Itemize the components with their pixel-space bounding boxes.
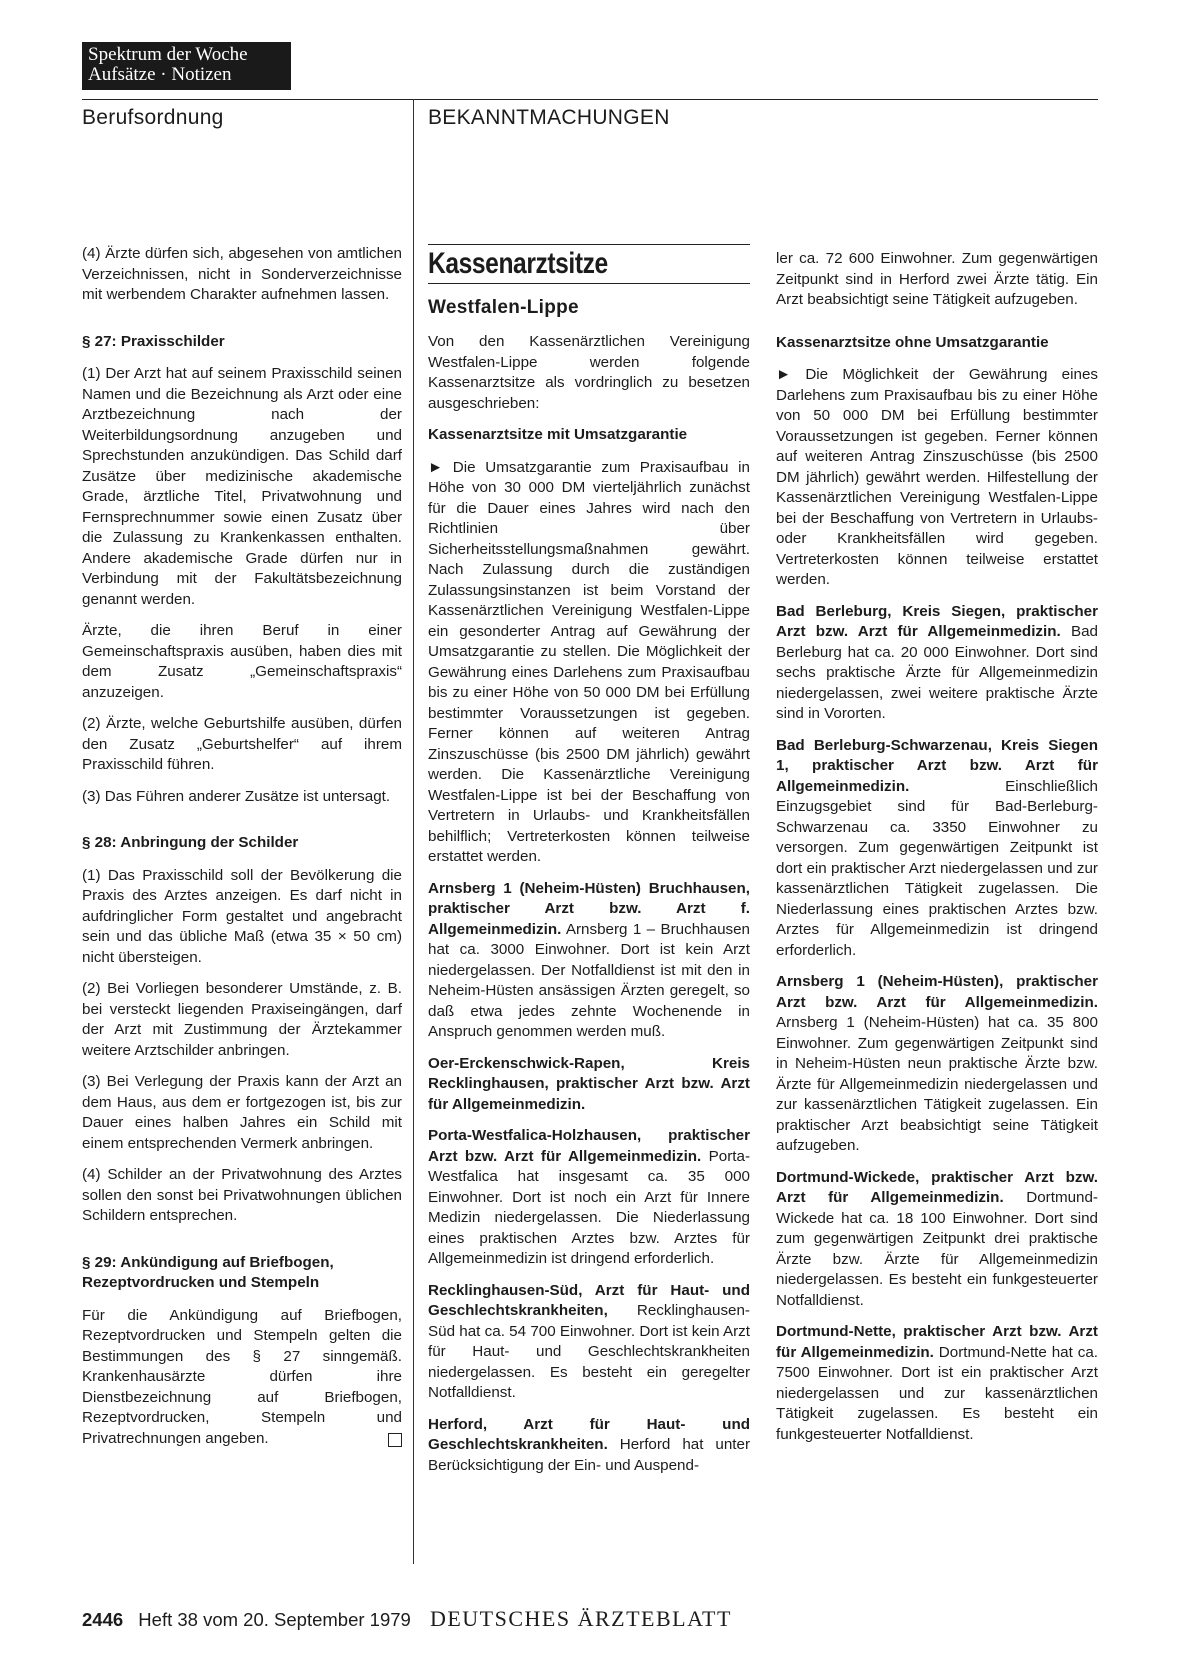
- listing-text: Arnsberg 1 – Bruchhausen hat ca. 3000 Einwohner. Dort ist kein Arzt niedergelassen. Der Notfalldienst ist mit den in Neheim-Hüsten ansässigen Ärzten geregelt, so daß etwa jedes zehnte Wochenende in Anspruch genommen werden muß.: [428, 920, 750, 1040]
- listing-entry: [428, 879, 750, 1043]
- paragraph: (4) Ärzte dürfen sich, abgesehen von amtlichen Verzeichnissen, nicht in Sonderverzeichnisse mit werbendem Charakter aufnehmen lassen.: [82, 245, 402, 303]
- listing-title: Arnsberg 1 (Neheim-Hüsten), praktischer Arzt bzw. Arzt für Allgemeinmedizin.: [776, 973, 1098, 1011]
- paragraph: ► Die Möglichkeit der Gewährung eines Darlehens zum Praxisaufbau bis zu einer Höhe von 50 000 DM bei Erfüllung bestimmter Voraussetzungen ist gegeben. Ferner können auf weiteren Antrag Zinszuschüsse (bis 2500 DM jährlich) gewährt werden. Hilfestellung der Kassenärztlichen Vereinigung Westfalen-Lippe bei der Beschaffung von Vertretern in Urlaubs- oder Krankheitsfällen wird gegeben. Vertreterkosten können teilweise erstattet werden.: [776, 366, 1098, 588]
- listing-text: Bad Berleburg hat ca. 20 000 Einwohner. Dort sind sechs praktische Ärzte für Allgemeinmedizin niedergelassen, zwei weitere praktische Ärzte sind in Vororten.: [776, 623, 1098, 722]
- listing-entry: [428, 1281, 750, 1404]
- listing-title: Dortmund-Nette, praktischer Arzt bzw. Arzt für Allgemeinmedizin.: [776, 1323, 1098, 1361]
- section-heading-28: § 28: Anbringung der Schilder: [82, 834, 299, 851]
- page-number: 2446: [82, 1609, 124, 1630]
- badge-line-1: Spektrum der Woche: [88, 44, 248, 65]
- section-heading-29: § 29: Ankündigung auf Briefbogen, Rezeptvordrucken und Stempeln: [82, 1253, 334, 1291]
- listing-title: Recklinghausen-Süd, Arzt für Haut- und Geschlechtskrankheiten,: [428, 1281, 750, 1319]
- end-mark-icon: [388, 1433, 402, 1447]
- journal-name: DEUTSCHES ÄRZTEBLATT: [429, 1606, 732, 1631]
- listing-text: Herford hat unter Berücksichtigung der Ein- und Auspend-: [428, 1436, 750, 1474]
- listing-text: Dortmund-Nette hat ca. 7500 Einwohner. Dort ist ein praktischer Arzt niedergelassen und zur kassenärztlichen Tätigkeit zugelassen. Es besteht ein funkgesteuerter Notfalldienst.: [776, 1343, 1098, 1443]
- left-column: [82, 244, 402, 1460]
- page-footer: [82, 1606, 732, 1632]
- paragraph: (3) Bei Verlegung der Praxis kann der Arzt an dem Haus, aus dem er fortgezogen ist, bis zur Dauer eines halben Jahres ein Schild mit einem entsprechenden Vermerk anbringen.: [82, 1073, 402, 1152]
- paragraph: ► Die Umsatzgarantie zum Praxisaufbau in Höhe von 30 000 DM vierteljährlich zunächst für die Dauer eines Jahres wird nach den Richtlinien über Sicherheitsstellungsmaßnahmen gewährt. Nach Zulassung durch die zuständigen Zulassungsinstanzen ist beim Vorstand der Kassenärztlichen Vereinigung Westfalen-Lippe ein gesonderter Antrag auf Gewährung der Umsatzgarantie zu stellen. Die Möglichkeit der Gewährung eines Darlehens zum Praxisaufbau bis zu einer Höhe von 50 000 DM bei Erfüllung bestimmter Voraussetzungen ist gegeben. Ferner können auf weiteren Antrag Zinszuschüsse (bis 2500 DM jährlich) gewährt werden. Die Kassenärztliche Vereinigung Westfalen-Lippe ist bei der Beschaffung von Vertretern in Urlaubs- und Krankheitsfällen behilflich; Vertreterkosten können teilweise erstattet werden.: [428, 458, 750, 865]
- listing-text: Recklinghausen-Süd hat ca. 54 700 Einwohner. Dort ist kein Arzt für Haut- und Geschlechtskrankheiten niedergelassen. Es besteht ein geregelter Notfalldienst.: [428, 1302, 750, 1401]
- listing-entry: [428, 1126, 750, 1270]
- subheading-mit-umsatzgarantie: Kassenarztsitze mit Umsatzgarantie: [428, 426, 688, 443]
- paragraph: Ärzte, die ihren Beruf in einer Gemeinschaftspraxis ausüben, haben dies mit dem Zusatz „Gemeinschaftspraxis“ anzuzeigen.: [82, 622, 402, 701]
- listing-title: Herford, Arzt für Haut- und Geschlechtskrankheiten.: [428, 1415, 750, 1453]
- listing-text: Porta-Westfalica hat insgesamt ca. 35 000 Einwohner. Dort ist noch ein Arzt für Innere Medizin niedergelassen. Die Niederlassung eines praktischen Arztes bzw. Arztes für Allgemeinmedizin ist dringend erforderlich.: [428, 1147, 750, 1267]
- paragraph: (2) Ärzte, welche Geburtshilfe ausüben, dürfen den Zusatz „Geburtshelfer“ auf ihrem Praxisschild führen.: [82, 715, 402, 773]
- section-heading-right: BEKANNTMACHUNGEN: [428, 106, 670, 129]
- paragraph: ler ca. 72 600 Einwohner. Zum gegenwärtigen Zeitpunkt sind in Herford zwei Ärzte tätig. Ein Arzt beabsichtigt seine Tätigkeit aufzugeben.: [776, 250, 1098, 308]
- listing-text: Einschließlich Einzugsgebiet sind für Bad-Berleburg-Schwarzenau ca. 3350 Einwohner zu versorgen. Zum gegenwärtigen Zeitpunkt ist dort ein praktischer Arzt niedergelassen und zur kassenärztlichen Tätigkeit zugelassen. Die Niederlassung eines praktischen Arztes bzw. Arztes für Allgemeinmedizin ist dringend erforderlich.: [776, 777, 1098, 959]
- top-rule: [82, 99, 1098, 100]
- listing-title: Dortmund-Wickede, praktischer Arzt bzw. Arzt für Allgemeinmedizin.: [776, 1168, 1098, 1206]
- paragraph-last: [82, 1306, 402, 1450]
- listing-entry: [776, 1322, 1098, 1445]
- listing-entry: [776, 972, 1098, 1157]
- middle-column: [428, 244, 750, 1487]
- issue-info: Heft 38 vom 20. September 1979: [138, 1609, 411, 1630]
- right-column: [776, 249, 1098, 1456]
- paragraph: (2) Bei Vorliegen besonderer Umstände, z. B. bei versteckt liegenden Praxiseingängen, darf der Arzt mit Zustimmung der Ärztekammer weitere Arztschilder anbringen.: [82, 980, 402, 1059]
- paragraph: (3) Das Führen anderer Zusätze ist untersagt.: [82, 787, 391, 805]
- region-heading: Westfalen-Lippe: [428, 296, 579, 318]
- listing-entry: [776, 736, 1098, 962]
- section-heading-27: § 27: Praxisschilder: [82, 332, 225, 350]
- paragraph: (1) Das Praxisschild soll der Bevölkerung die Praxis des Arztes anzeigen. Es darf nicht in aufdringlicher Form gestaltet und angebracht sein und das übliche Maß (etwa 35 × 50 cm) nicht übersteigen.: [82, 866, 402, 966]
- listing-text: Dortmund-Wickede hat ca. 18 100 Einwohner. Dort sind zum gegenwärtigen Zeitpunkt drei praktische Ärzte bzw. Ärzte für Allgemeinmedizin niedergelassen. Es besteht ein funkgesteuerter Notfalldienst.: [776, 1189, 1098, 1309]
- intro-paragraph: Von den Kassenärztlichen Vereinigung Westfalen-Lippe werden folgende Kassenarztsitze als vordringlich zu besetzen ausgeschrieben:: [428, 333, 750, 412]
- section-badge: [82, 42, 291, 90]
- paragraph: (1) Der Arzt hat auf seinem Praxisschild seinen Namen und die Bezeichnung als Arzt oder eine Arztbezeichnung nach der Weiterbildungsordnung anzugeben und Sprechstunden anzukündigen. Das Schild darf Zusätze über medizinische akademische Grade, ärztliche Titel, Privatwohnung und Fernsprechnummer sowie einen Zusatz über die Zulassung zu Krankenkassen enthalten. Andere akademische Grade dürfen nur in Verbindung mit der Fakultätsbezeichnung genannt werden.: [82, 365, 402, 608]
- listing-title: Oer-Erckenschwick-Rapen, Kreis Recklinghausen, praktischer Arzt bzw. Arzt für Allgemeinmedizin.: [428, 1054, 750, 1113]
- subheading-ohne-umsatzgarantie: Kassenarztsitze ohne Umsatzgarantie: [776, 333, 1049, 351]
- article-title: Kassenarztsitze: [428, 247, 608, 280]
- listing-entry: [428, 1415, 750, 1477]
- title-rules: [428, 244, 750, 284]
- listing-entry: [776, 602, 1098, 725]
- listing-title: Porta-Westfalica-Holzhausen, praktischer Arzt bzw. Arzt für Allgemeinmedizin.: [428, 1127, 750, 1165]
- paragraph-text: Für die Ankündigung auf Briefbogen, Rezeptvordrucken und Stempeln gelten die Bestimmungen des § 27 sinngemäß. Krankenhausärzte dürfen ihre Dienstbezeichnung auf Briefbogen, Rezeptvordrucken, Stempeln und Privatrechnungen angeben.: [82, 1306, 402, 1447]
- section-heading-left: Berufsordnung: [82, 106, 224, 129]
- listing-entry: [776, 1168, 1098, 1312]
- listing-entry: [428, 1054, 750, 1116]
- listing-title: Arnsberg 1 (Neheim-Hüsten) Bruchhausen, praktischer Arzt bzw. Arzt f. Allgemeinmedizin.: [428, 879, 750, 938]
- listing-title: Bad Berleburg, Kreis Siegen, praktischer Arzt bzw. Arzt für Allgemeinmedizin.: [776, 602, 1098, 640]
- listing-title: Bad Berleburg-Schwarzenau, Kreis Siegen 1, praktischer Arzt bzw. Arzt für Allgemeinmedizin.: [776, 736, 1098, 795]
- badge-line-2: Aufsätze · Notizen: [88, 64, 232, 85]
- paragraph: (4) Schilder an der Privatwohnung des Arztes sollen den sonst bei Privatwohnungen üblichen Schildern entsprechen.: [82, 1166, 402, 1224]
- column-divider: [413, 99, 414, 1564]
- listing-text: Arnsberg 1 (Neheim-Hüsten) hat ca. 35 800 Einwohner. Zum gegenwärtigen Zeitpunkt sind in Neheim-Hüsten neun praktische Ärzte bzw. Ärzte für Allgemeinmedizin niedergelassen und zur kassenärztlichen Tätigkeit zugelassen. Ein praktischer Arzt beabsichtigt seine Tätigkeit aufzugeben.: [776, 1014, 1098, 1154]
